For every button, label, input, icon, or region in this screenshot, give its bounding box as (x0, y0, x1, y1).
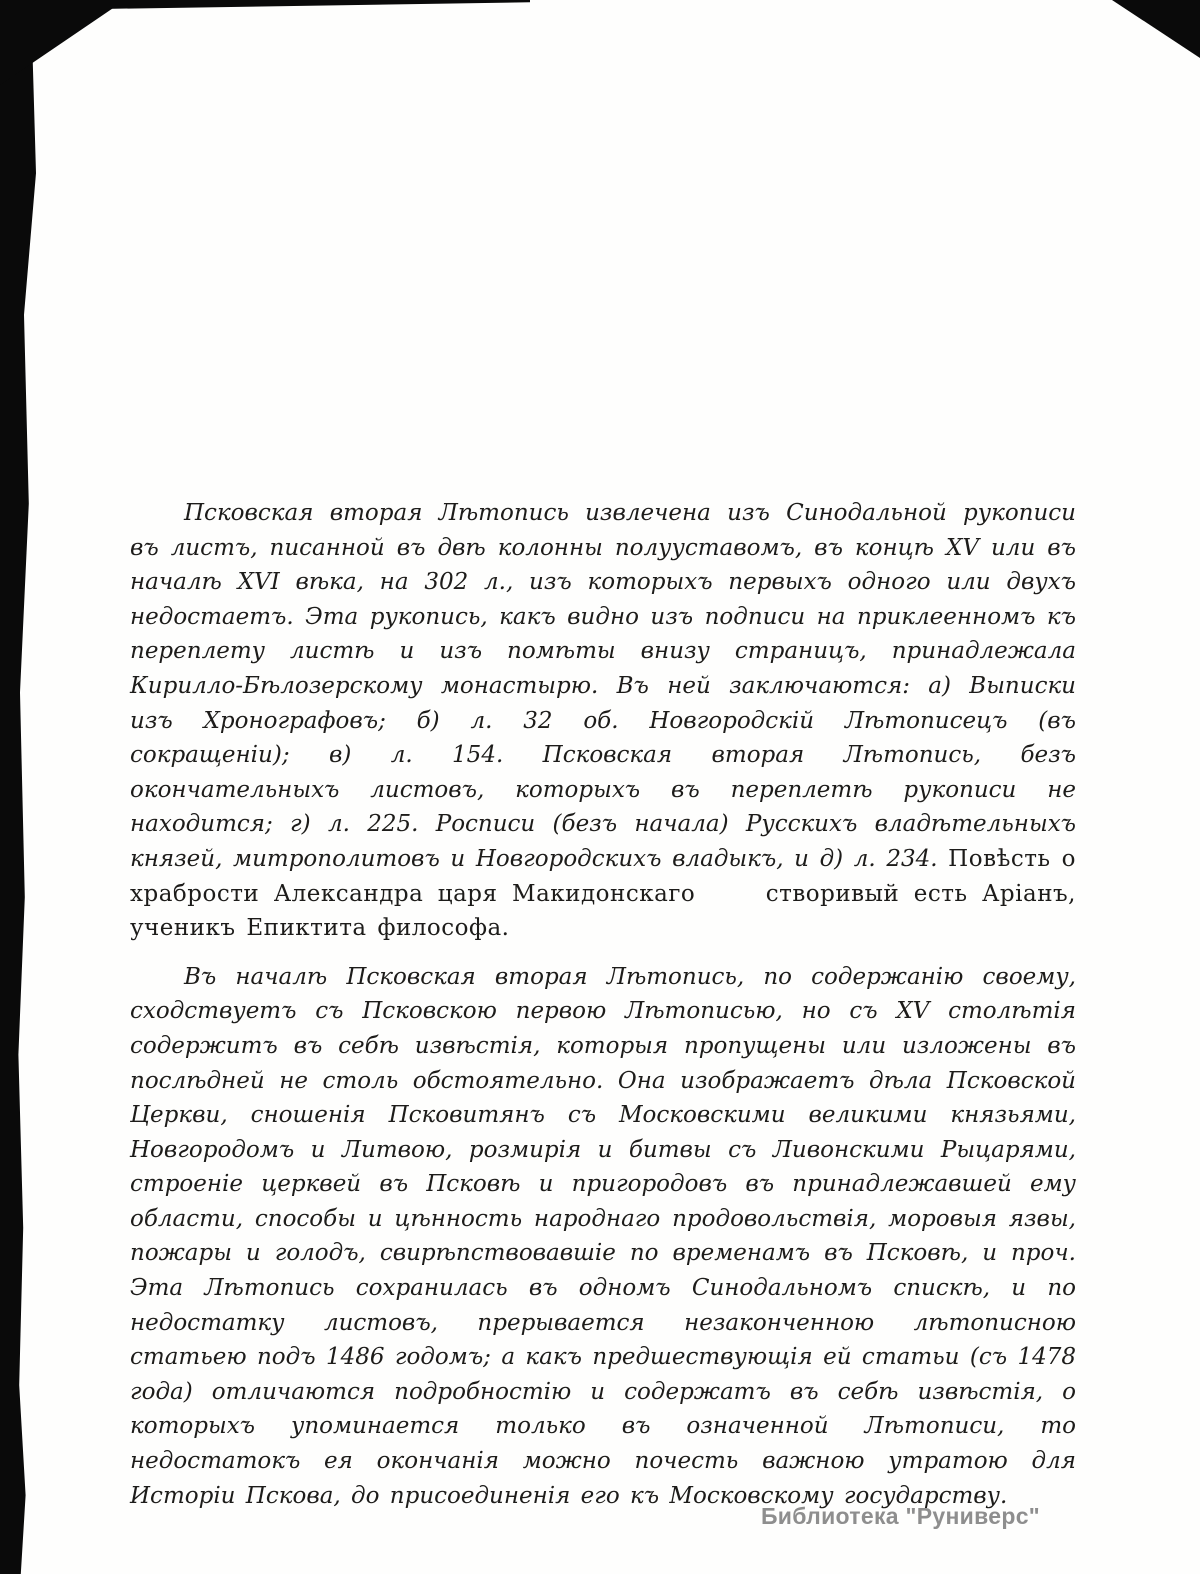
scan-edge-left-artifact (0, 0, 40, 1574)
paragraph-2 (130, 960, 1076, 1514)
paragraph-1-italic-text: Псковская вторая Лѣтопись извлечена изъ Синодальной рукописи въ листъ, писанной въ двѣ колонны полууставомъ, въ концѣ XV или въ началѣ XVI вѣка, на 302 л., изъ которыхъ первыхъ одного или двухъ недостаетъ. Эта рукопись, какъ видно изъ подписи на приклеенномъ къ переплету листѣ и изъ помѣты внизу страницъ, принадлежала Кирилло-Бѣлозерскому монастырю. Въ ней заключаются: а) Выписки изъ Хронографовъ; б) л. 32 об. Новгородскій Лѣтописецъ (въ сокращеніи); в) л. 154. Псковская вторая Лѣтопись, безъ окончательныхъ листовъ, которыхъ въ переплетѣ рукописи не находится; г) л. 225. Росписи (безъ начала) Русскихъ владѣтельныхъ князей, митрополитовъ и Новгородскихъ владыкъ, и д) л. 234. (130, 500, 1076, 872)
scan-corner-top-left-artifact (0, 0, 125, 85)
scan-corner-top-right-artifact (1112, 0, 1200, 58)
scan-edge-top-artifact (100, 0, 530, 9)
paragraph-1-roman-text: Повѣсть о храбрости Александра царя Макидонскаго створивый есть Аріанъ, ученикъ Епиктита философа. (130, 845, 1076, 942)
paragraph-2-italic-text: Въ началѣ Псковская вторая Лѣтопись, по содержанію своему, сходствуетъ съ Псковскою первою Лѣтописью, но съ XV столѣтія содержитъ въ себѣ извѣстія, которыя пропущены или изложены въ послѣдней не столь обстоятельно. Она изображаетъ дѣла Псковской Церкви, сношенія Псковитянъ съ Московскими великими князьями, Новгородомъ и Литвою, розмирія и битвы съ Ливонскими Рыцарями, строеніе церквей въ Псковѣ и пригородовъ въ принадлежавшей ему области, способы и цѣнность народнаго продовольствія, моровыя язвы, пожары и голодъ, свирѣпствовавшіе по временамъ въ Псковѣ, и проч. Эта Лѣтопись сохранилась въ одномъ Синодальномъ спискѣ, и по недостатку листовъ, прерывается незаконченною лѣтописною статьею подъ 1486 годомъ; а какъ предшествующія ей статьи (съ 1478 года) отличаются подробностію и содержатъ въ себѣ извѣстія, о которыхъ упоминается только въ означенной Лѣтописи, то недостатокъ ея окончанія можно почесть важною утратою для Исторіи Пскова, до присоединенія его къ Московскому государству. (130, 963, 1076, 1509)
body-text (130, 496, 1076, 1527)
paragraph-1 (130, 496, 1076, 946)
watermark: Библиотека "Руниверс" (760, 1503, 1040, 1529)
